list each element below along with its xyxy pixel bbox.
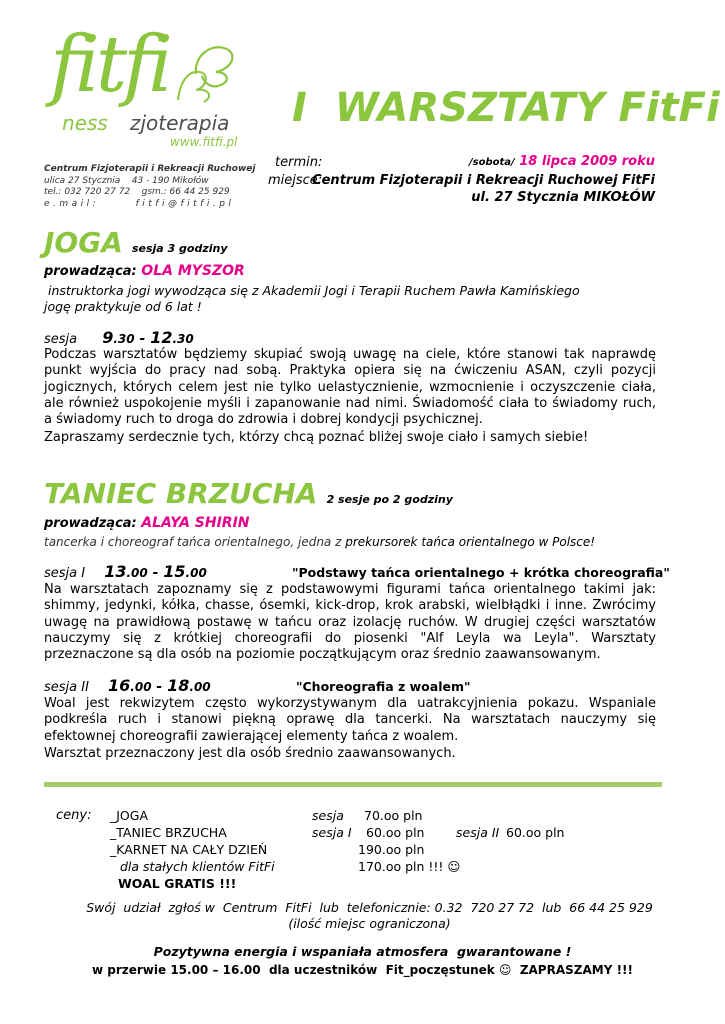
center-address: ulica 27 Stycznia 43 - 190 Mikołów <box>44 176 209 186</box>
taniec-s2-sep: - <box>151 679 168 695</box>
taniec-session-2 <box>44 676 211 695</box>
price-karnet-value: 190.oo pln <box>358 842 425 857</box>
email-value[interactable]: fitfi@fitfi.pl <box>135 199 235 209</box>
taniec-s1-start-h: 13 <box>104 562 127 581</box>
termin-value <box>469 153 655 172</box>
price-taniec-s2-value: 60.oo pln <box>506 825 565 840</box>
taniec-s2-level: Warsztat przeznaczony jest dla osób średnio zaawansowanych. <box>44 746 456 761</box>
joga-time-start-h: 9 <box>102 328 114 347</box>
termin-day: /sobota/ <box>468 157 515 168</box>
atmosphere-line: Pozytywna energia i wspaniała atmosfera gwarantowane ! <box>153 944 572 959</box>
page-title: I WARSZTATY FitFi <box>292 85 720 131</box>
price-row-karnet <box>110 842 670 858</box>
miejsce-label: miejsce: <box>268 173 323 188</box>
signup-info: Swój udział zgłoś w Centrum FitFi lub telefonicznie: 0.32 720 27 72 lub 66 44 25 929 <box>86 900 653 915</box>
limited-seats: (ilość miejsc ograniczona) <box>288 916 451 931</box>
joga-sesja-label: sesja <box>44 332 78 347</box>
taniec-s2-start-m: .00 <box>130 680 152 694</box>
price-joga-sesja: sesja <box>312 808 344 823</box>
price-stali-name: dla stałych klientów FitFi <box>120 859 275 874</box>
joga-title: JOGA <box>44 226 123 259</box>
logo-wordmark-top: fitfi <box>50 20 169 110</box>
taniec-heading <box>44 477 453 511</box>
taniec-s2-start-h: 16 <box>108 676 131 695</box>
taniec-subtitle: 2 sesje po 2 godziny <box>326 493 453 506</box>
taniec-bio <box>44 534 595 550</box>
section-divider <box>44 782 662 787</box>
taniec-s2-end-h: 18 <box>167 676 190 695</box>
taniec-session-1 <box>44 562 207 581</box>
joga-time-start-m: .30 <box>113 332 135 346</box>
joga-instructor <box>44 262 245 281</box>
miejsce-value: Centrum Fizjoterapii i Rekreacji Ruchowej FitFi <box>312 173 655 188</box>
center-name: Centrum Fizjoterapii i Rekreacji Ruchowej <box>44 164 256 174</box>
center-email <box>44 199 234 210</box>
joga-time-end-m: .30 <box>172 332 194 346</box>
email-label: e.mail: <box>44 199 100 209</box>
joga-time-sep: - <box>134 331 151 347</box>
taniec-bio-part2: prekursorek tańca orientalnego w Polsce! <box>345 535 596 549</box>
joga-subtitle: sesja 3 godziny <box>131 242 228 255</box>
venue-address: ul. 27 Stycznia MIKOŁÓW <box>471 190 655 205</box>
logo-url[interactable]: www.fitfi.pl <box>170 135 238 149</box>
logo-wordmark-ness: ness <box>62 111 108 135</box>
taniec-s2-topic: "Choreografia z woalem" <box>296 679 471 694</box>
taniec-instructor <box>44 514 250 533</box>
joga-invitation: Zapraszamy serdecznie tych, którzy chcą poznać bliżej swoje ciało i samych siebie! <box>44 430 589 445</box>
joga-prowadzaca-label: prowadząca: <box>44 264 137 279</box>
taniec-s1-end-m: .00 <box>185 566 207 580</box>
taniec-s1-start-m: .00 <box>126 566 148 580</box>
price-taniec-name: _TANIEC BRZUCHA <box>110 825 227 840</box>
price-row-joga <box>110 808 670 824</box>
joga-prowadzaca-name: OLA MYSZOR <box>141 263 245 279</box>
price-stali-value: 170.oo pln !!! ☺ <box>358 859 461 874</box>
joga-description: Podczas warsztatów będziemy skupiać swoją uwagę na ciele, które stanowi tak naprawdę punkt wyjścia do pracy nad sobą. Praktyka opiera się na ćwiczeniu ASAN, czyli pozycji jogicznych, których celem jest nie tylko uelastycznienie, wzmocnienie i oczyszczenie ciała, ale również uspokojenie myśli i zapanowanie nad nimi. Świadomość ciała to świadomy ruch, a świadomy ruch to droga do zdrowia i dobrej kondycji psychicznej. <box>44 347 656 428</box>
logo-wordmark-zjoterapia: zjoterapia <box>130 111 230 135</box>
taniec-s2-time <box>108 676 211 695</box>
taniec-s1-end-h: 15 <box>163 562 186 581</box>
price-taniec-s1-value: 60.oo pln <box>366 825 425 840</box>
woal-gratis: WOAL GRATIS !!! <box>118 876 237 891</box>
taniec-s1-time <box>104 562 207 581</box>
taniec-s1-description: Na warsztatach zapoznamy się z podstawowymi figurami tańca orientalnego takimi jak: shimmy, jedynki, kółka, chasse, ósemki, kick-drop, krok arabski, wielbłądki i inne. Zwrócimy uwagę na prawidłową postawę w tańcu oraz izolację ruchów. W drugiej części warsztatów nauczymy się z krótkiej choreografii do piosenki "Alf Leyla wa Leyla". Warsztaty przeznaczone są dla osób na poziomie początkującym oraz średnio zaawansowanym. <box>44 582 656 663</box>
joga-bio-2: jogę praktykuje od 6 lat ! <box>44 299 202 314</box>
price-row-stali <box>110 859 670 875</box>
joga-session <box>44 328 194 347</box>
price-taniec-s1: sesja I <box>312 825 352 840</box>
taniec-bio-part1: tancerka i choreograf tańca orientalnego, jedna z <box>44 535 346 549</box>
taniec-prowadzaca-name: ALAYA SHIRIN <box>141 515 250 531</box>
taniec-title: TANIEC BRZUCHA <box>44 477 318 510</box>
taniec-s1-label: sesja I <box>44 566 86 581</box>
taniec-s1-topic: "Podstawy tańca orientalnego + krótka choreografia" <box>292 565 670 580</box>
taniec-s1-sep: - <box>147 565 164 581</box>
termin-date: 18 lipca 2009 roku <box>519 154 655 169</box>
joga-heading <box>44 226 228 260</box>
price-row-taniec <box>110 825 670 841</box>
joga-time <box>102 328 194 347</box>
break-line: w przerwie 15.00 – 16.00 dla uczestników Fit_poczęstunek ☺ ZAPRASZAMY !!! <box>91 963 633 977</box>
center-phone: tel.: 032 720 27 72 gsm.: 66 44 25 929 <box>44 187 230 197</box>
price-joga-name: _JOGA <box>110 808 149 823</box>
prices-label: ceny: <box>56 808 92 823</box>
taniec-s2-label: sesja II <box>44 680 89 695</box>
butterfly-icon <box>170 42 240 104</box>
termin-label: termin: <box>275 155 323 170</box>
price-karnet-name: _KARNET NA CAŁY DZIEŃ <box>110 842 268 857</box>
taniec-prowadzaca-label: prowadząca: <box>44 516 137 531</box>
taniec-s2-description: Woal jest rekwizytem często wykorzystywanym dla uatrakcyjnienia pokazu. Wspaniale podkreśla ruch i stanowi piękną oprawę dla tancerki. Na warsztatach nauczymy się efektownej choreografii zawierającej elementy tańca z woalem. <box>44 696 656 744</box>
taniec-s2-end-m: .00 <box>189 680 211 694</box>
joga-time-end-h: 12 <box>150 328 173 347</box>
price-joga-value: 70.oo pln <box>364 808 423 823</box>
logo <box>42 20 272 163</box>
price-taniec-s2: sesja II <box>456 825 500 840</box>
joga-bio-1: instruktorka jogi wywodząca się z Akademii Jogi i Terapii Ruchem Pawła Kamińskiego <box>44 283 580 298</box>
